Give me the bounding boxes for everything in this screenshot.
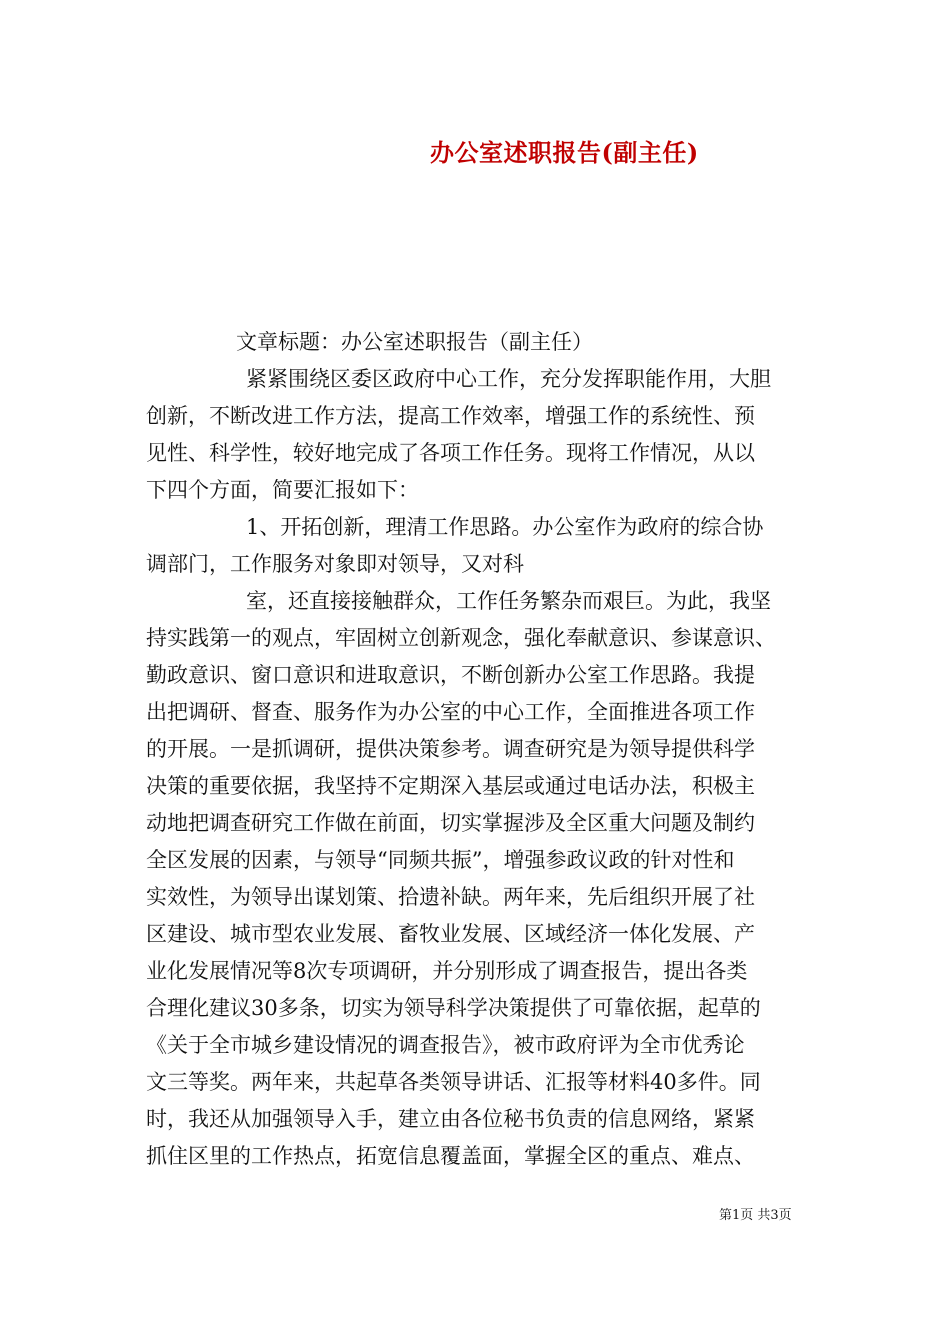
body-line: 见性、科学性，较好地完成了各项工作任务。现将工作情况，从以 [146, 441, 755, 465]
body-line: 持实践第一的观点，牢固树立创新观念，强化奉献意识、参谋意识、 [146, 626, 776, 650]
body-line: 紧紧围绕区委区政府中心工作，充分发挥职能作用，大胆 [246, 367, 771, 391]
body-line: 时，我还从加强领导入手，建立由各位秘书负责的信息网络，紧紧 [146, 1107, 755, 1131]
body-line: 《关于全市城乡建设情况的调查报告》，被市政府评为全市优秀论 [146, 1033, 745, 1057]
body-line: 出把调研、督查、服务作为办公室的中心工作，全面推进各项工作 [146, 700, 755, 724]
body-line: 1、开拓创新，理清工作思路。办公室作为政府的综合协 [246, 515, 764, 539]
document-body [146, 324, 818, 1175]
body-line: 抓住区里的工作热点，拓宽信息覆盖面，掌握全区的重点、难点、 [146, 1144, 755, 1168]
document-title: 办公室述职报告(副主任) [430, 138, 699, 167]
body-line: 实效性，为领导出谋划策、拾遗补缺。两年来，先后组织开展了社 [146, 885, 755, 909]
body-line: 决策的重要依据，我坚持不定期深入基层或通过电话办法，积极主 [146, 774, 755, 798]
body-line: 文三等奖。两年来，共起草各类领导讲话、汇报等材料40多件。同 [146, 1070, 761, 1094]
body-line: 文章标题：办公室述职报告（副主任） [236, 330, 593, 354]
body-line: 动地把调查研究工作做在前面，切实掌握涉及全区重大问题及制约 [146, 811, 755, 835]
body-line: 创新，不断改进工作方法，提高工作效率，增强工作的系统性、预 [146, 404, 755, 428]
body-line: 的开展。一是抓调研，提供决策参考。调查研究是为领导提供科学 [146, 737, 755, 761]
body-line: 勤政意识、窗口意识和进取意识，不断创新办公室工作思路。我提 [146, 663, 755, 687]
page-number: 第1页 共3页 [719, 1208, 792, 1223]
body-line: 下四个方面，简要汇报如下： [146, 478, 419, 502]
body-line: 业化发展情况等8次专项调研，并分别形成了调查报告，提出各类 [146, 959, 748, 983]
body-line: 室，还直接接触群众，工作任务繁杂而艰巨。为此，我坚 [246, 589, 771, 613]
body-line: 全区发展的因素，与领导“同频共振”，增强参政议政的针对性和 [146, 848, 735, 872]
body-line: 区建设、城市型农业发展、畜牧业发展、区域经济一体化发展、产 [146, 922, 755, 946]
body-line: 合理化建议30多条，切实为领导科学决策提供了可靠依据，起草的 [146, 996, 761, 1020]
body-line: 调部门，工作服务对象即对领导，又对科 [146, 552, 524, 576]
